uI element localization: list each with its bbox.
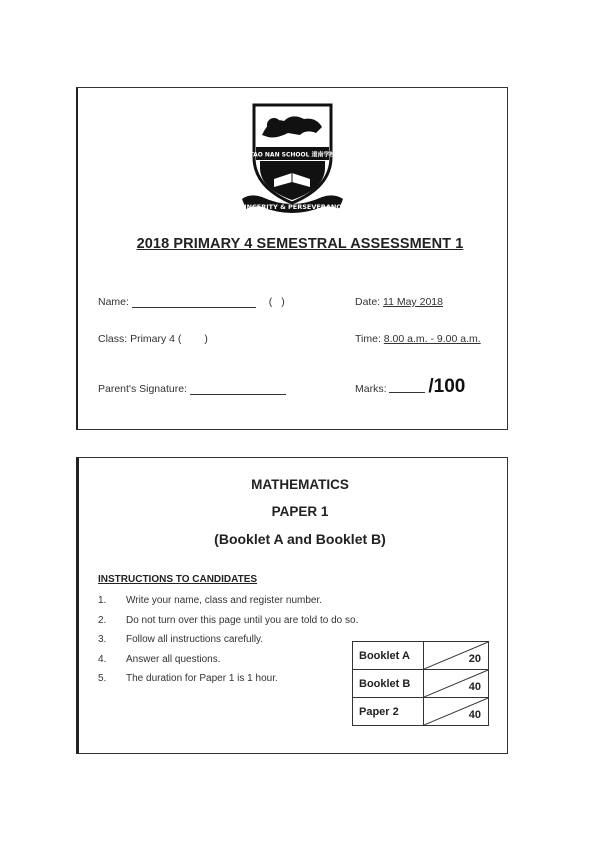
instruction-item: 2. Do not turn over this page until you are told to do so. (98, 615, 359, 626)
marks-row-label: Booklet B (353, 670, 424, 698)
instruction-item: 1. Write your name, class and register number. (98, 595, 323, 606)
signature-label: Parent's Signature: (98, 383, 187, 395)
date-field (355, 296, 443, 308)
name-label: Name: (98, 296, 129, 308)
time-label: Time: (355, 333, 381, 345)
marks-table (352, 641, 489, 726)
class-close-bracket: ) (204, 333, 208, 345)
date-value: 11 May 2018 (383, 296, 443, 308)
signature-blank-line (190, 394, 286, 395)
booklets-heading: (Booklet A and Booklet B) (214, 531, 386, 547)
class-label: Class: Primary 4 ( (98, 333, 182, 345)
marks-row-max: 40 (468, 709, 481, 721)
marks-row-max: 40 (468, 681, 481, 693)
marks-row-paper-2 (353, 698, 489, 726)
marks-score-cell[interactable] (423, 642, 488, 670)
signature-field (98, 383, 286, 395)
marks-label: Marks: (355, 383, 387, 395)
name-blank-line (132, 307, 256, 308)
marks-score-cell[interactable] (423, 670, 488, 698)
marks-score-cell[interactable] (423, 698, 488, 726)
paper-heading: PAPER 1 (271, 504, 329, 519)
marks-row-label: Paper 2 (353, 698, 424, 726)
instructions-title: INSTRUCTIONS TO CANDIDATES (98, 574, 258, 585)
register-number-brackets: ( ) (268, 296, 288, 308)
instruction-item: 3. Follow all instructions carefully. (98, 634, 264, 645)
school-crest-logo (240, 99, 345, 215)
instruction-item: 5. The duration for Paper 1 is 1 hour. (98, 673, 278, 684)
instruction-item: 4. Answer all questions. (98, 654, 221, 665)
crest-school-name: TAO NAN SCHOOL 道南学校 (249, 151, 336, 159)
marks-field (355, 376, 465, 398)
marks-row-booklet-b (353, 670, 489, 698)
subject-heading: MATHEMATICS (251, 477, 349, 492)
date-label: Date: (355, 296, 381, 308)
marks-row-booklet-a (353, 642, 489, 670)
marks-total: /100 (428, 376, 466, 397)
name-field (98, 296, 288, 308)
time-value: 8.00 a.m. - 9.00 a.m. (383, 333, 481, 345)
marks-row-label: Booklet A (353, 642, 424, 670)
class-field (98, 333, 208, 345)
marks-blank-line (389, 392, 425, 393)
assessment-title: 2018 PRIMARY 4 SEMESTRAL ASSESSMENT 1 (136, 236, 464, 252)
crest-motto: SINCERITY & PERSEVERANCE (240, 203, 345, 211)
marks-row-max: 20 (468, 653, 481, 665)
time-field (355, 333, 481, 345)
